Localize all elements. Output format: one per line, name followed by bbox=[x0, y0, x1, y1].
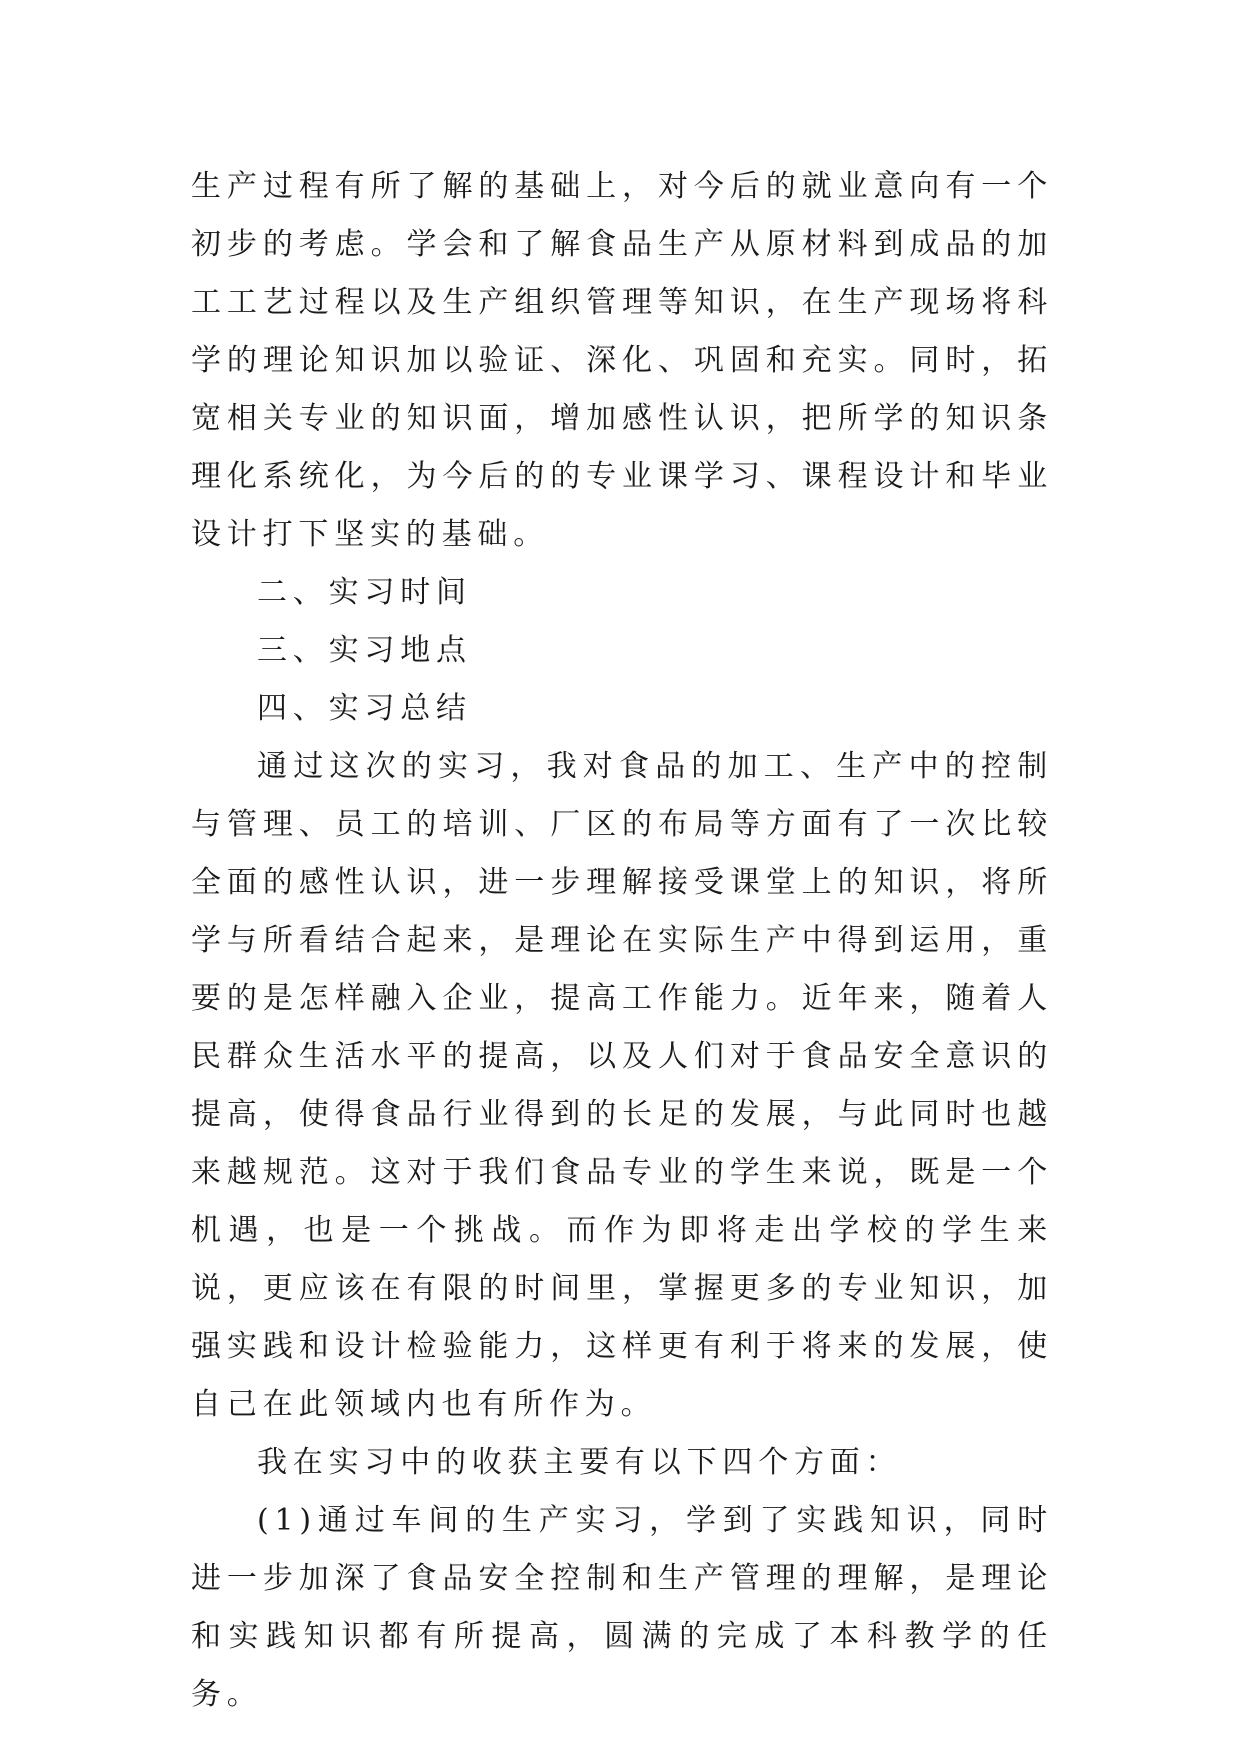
heading-internship-time: 二、实习时间 bbox=[257, 575, 472, 610]
paragraph-summary: 通过这次的实习，我对食品的加工、生产中的控制与管理、员工的培训、厂区的布局等方面有了一次比较全面的感性认识，进一步理解接受课堂上的知识，将所学与所看结合起来，是理论在实际生产中得到运用，重要的是怎样融入企业，提高工作能力。近年来，随着人民群众生活水平的提高，以及人们对于食品安全意识的提高，使得食品行业得到的长足的发展，与此同时也越来越规范。这对于我们食品专业的学生来说，既是一个机遇，也是一个挑战。而作为即将走出学校的学生来说，更应该在有限的时间里，掌握更多的专业知识，加强实践和设计检验能力，这样更有利于将来的发展，使自己在此领域内也有所作为。 bbox=[191, 749, 1053, 1422]
document-body bbox=[191, 158, 1053, 1724]
paragraph-objectives-continued: 生产过程有所了解的基础上，对今后的就业意向有一个初步的考虑。学会和了解食品生产从原材料到成品的加工工艺过程以及生产组织管理等知识，在生产现场将科学的理论知识加以验证、深化、巩固和充实。同时，拓宽相关专业的知识面，增加感性认识，把所学的知识条理化系统化，为今后的的专业课学习、课程设计和毕业设计打下坚实的基础。 bbox=[191, 169, 1053, 552]
heading-internship-location: 三、实习地点 bbox=[257, 633, 472, 668]
heading-internship-summary: 四、实习总结 bbox=[257, 691, 472, 726]
paragraph-gain-1: (1)通过车间的生产实习，学到了实践知识，同时进一步加深了食品安全控制和生产管理的理解，是理论和实践知识都有所提高，圆满的完成了本科教学的任务。 bbox=[191, 1503, 1053, 1712]
paragraph-gains-intro: 我在实习中的收获主要有以下四个方面： bbox=[257, 1445, 902, 1480]
